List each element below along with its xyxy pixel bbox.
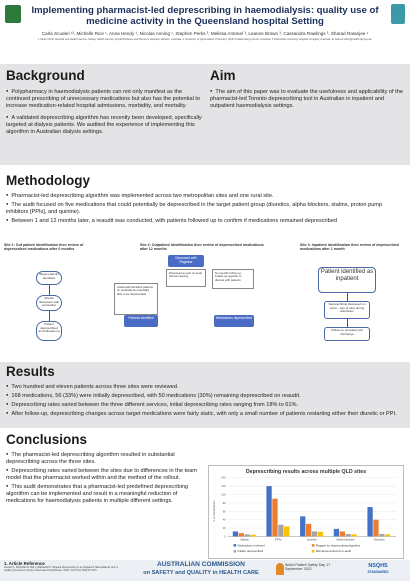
chart-bar [367, 507, 372, 536]
article-reference [4, 561, 122, 572]
site2-audit-box: Initial audit identified patients on medications potentially able to be deprescribed [114, 283, 158, 315]
chart-bar [340, 531, 345, 536]
chart-y-tick-label: 20 [222, 527, 226, 531]
chart-x-tick-label: Alpha blockers [336, 537, 355, 542]
chart-legend-label: Initially deprescribed [237, 549, 264, 554]
site1-node: Target patients identified [36, 271, 62, 285]
methodology-bullet: ● Pharmacist-led deprescribing algorithm was implemented across two metropolitan sites and one rural site. [6, 191, 404, 200]
patient-safety-icon [276, 563, 284, 575]
chart-bar [272, 499, 277, 537]
chart-x-tick-label: Quinine [306, 537, 317, 542]
chart-bar [351, 534, 356, 536]
aim-section [210, 68, 404, 110]
site1-title: Site 1: Out patient identification then review of deprescribed medications after 6 months [4, 243, 84, 252]
site2-followup-box: No specific follow-up; Follow-up registrar to discuss with patients [212, 269, 254, 289]
aim-heading: Aim [210, 68, 236, 83]
hospital-logo [5, 5, 21, 23]
world-patient-safety-day: World Patient Safety Day 17 September 2022 [285, 563, 331, 572]
acsqhc-logo [128, 561, 274, 577]
conclusions-bullet: ● Deprescribing rates varied between the sites due to differences in the team model that the pharmacist worked within and the method of the rollout. [6, 466, 202, 482]
chart-bar [318, 532, 323, 537]
flow-arrow [49, 285, 50, 295]
chart-x-tick-label: PPI's [274, 537, 282, 542]
chart-bar [233, 531, 238, 536]
chart-bar [266, 486, 271, 536]
chart-bar [300, 516, 305, 536]
flow-arrow [347, 319, 348, 327]
flow-arrow [347, 293, 348, 301]
chart-bar [250, 535, 255, 537]
chart-legend-swatch [312, 550, 315, 553]
chart-y-tick-label: 0 [224, 535, 226, 539]
acsqhc-line2: on SAFETY and QUALITY in HEALTH CARE [143, 570, 259, 576]
chart-bar [278, 525, 283, 537]
methodology-bullet: ● Between 1 and 12 months later, a reaudit was conducted, with patients followed up to confirm if medications remained deprescribed [6, 216, 404, 225]
chart-legend-label: Flagged for deprescribing algorithm [315, 543, 361, 548]
nsqhs-logo [350, 563, 406, 575]
chart-legend-swatch [234, 550, 237, 553]
site2-meeting-box: Discussed as part of usual clinical meeting [166, 269, 206, 287]
site2-title: Site 2: Outpatient identification then review of deprescribed medications after 12 months [140, 243, 264, 252]
poster-title: Implementing pharmacist-led deprescribing in haemodialysis: quality use of medicine activity in the Queensland hospital Setting [31, 5, 379, 27]
results-band [0, 362, 410, 428]
results-heading: Results [6, 364, 55, 379]
deprescribing-bar-chart [208, 465, 404, 559]
site3-node: Patient identified as inpatient [318, 267, 376, 293]
chart-bar [306, 524, 311, 537]
chart-y-axis-label: # of medications [211, 500, 216, 522]
reference-heading: 1. Article Reference [4, 561, 45, 566]
chart-bar [239, 533, 244, 536]
author-list: Carla Scuderi ¹², Michelle Rice ¹, Anna Hendy ¹, Nicolas Anning ¹, Stephen Perks ³, Melissa Antonel ³, Leanne Brown ³, Cassandra Rawlings ³, Sharad Ratanjee ¹ [41, 31, 369, 36]
health-service-logo [391, 4, 405, 24]
chart-y-tick-label: 40 [222, 518, 226, 522]
methodology-bullet: ● The audit focused on five medications that could potentially be deprescribed in the target patient group (diuretics, alpha blockers, statins, proton pump inhibitors [PPIs], and quinine). [6, 200, 404, 216]
methods-flow-diagram [0, 243, 410, 361]
background-heading: Background [6, 68, 85, 83]
chart-y-tick-label: 120 [221, 485, 226, 489]
aim-bullet: ● The aim of this paper was to evaluate the usefulness and applicability of the pharmacist-led Toronto deprescribing tool in Australian in inpatient and outpatient haemodialysis settings. [210, 87, 404, 110]
chart-bar [385, 534, 390, 536]
poster-header [0, 0, 410, 72]
conclusions-heading: Conclusions [6, 432, 88, 447]
chart-legend-swatch [234, 544, 237, 547]
poster-footer [0, 560, 410, 581]
results-bullet: ● Deprescribing rates varied between the three different services, initial deprescribing rates ranging from 18% to 61%. [6, 400, 404, 409]
site2-patients-identified: Patients identified [124, 315, 158, 327]
chart-y-tick-label: 80 [222, 501, 226, 505]
nsqhs-title: NSQHS [368, 563, 388, 569]
chart-y-tick-label: 140 [221, 476, 226, 480]
chart-bar [284, 526, 289, 536]
nsqhs-subtitle: STANDARDS [367, 570, 389, 574]
chart-legend-label: Still deprescribed at re-audit [315, 549, 352, 554]
chart-legend-swatch [312, 544, 315, 547]
chart-legend-label: Medications reviewed [237, 543, 265, 548]
chart-bar [346, 534, 351, 537]
site3-node: Follow up provided post discharge [324, 327, 370, 341]
chart-x-tick-label: Statins [240, 537, 249, 542]
conclusions-bullet: ● The pharmacist-led deprescribing algorithm resulted in substantial deprescribing across the three sites. [6, 450, 202, 466]
affiliations: 1 Metro North Hospital and Health Service, Kidney Health Service, Royal Brisbane and Women's Hospital, Herston, Australia. 2 University of Queensland, Pharmacy, WHO Collaborating Centre, Australia. 3 Townsville University Hospital, Douglas, Australia. E: carla.scuderi@health.qld.gov.au [38, 38, 372, 41]
site2-registrar-box: Discussed with Registrar [168, 255, 204, 267]
results-bullet: ● 168 medications, 56 (33%) were initially deprescribed, with 50 medications (30%) remaining deprescribed on reaudit. [6, 391, 404, 400]
site3-node: Deprescribing discussed on ward – part of care during admission [324, 301, 370, 319]
reference-text: Scuderi C, McQuillan R, Bell L, Battistella M. Targeted Deprescribing in an Outpatient Haemodialysis Unit: A Quality Improvement Study to Decrease Polypharmacy. AJKD. 2017 Nov;70(5):571-576. [4, 566, 118, 572]
chart-y-tick-label: 60 [222, 510, 226, 514]
chart-x-tick-label: Diuretics [373, 537, 385, 542]
chart-bar [312, 531, 317, 536]
chart-bar [379, 534, 384, 537]
site2-medications-deprescribed: Medications deprescribed [214, 315, 254, 327]
chart-title: Deprescribing results across multiple QLD sites [245, 468, 367, 475]
chart-y-tick-label: 100 [221, 493, 226, 497]
background-bullet: ● A validated deprescribing algorithm has recently been developed, specifically targeted at dialysis patients. We audited the experience of implementing this algorithm in Australian dialysis settings. [6, 113, 204, 136]
methodology-section [6, 173, 404, 225]
chart-bar [373, 520, 378, 537]
acsqhc-line1: AUSTRALIAN COMMISSION [157, 561, 245, 568]
chart-bar [334, 529, 339, 537]
results-bullet: ● After follow-up, deprescribing changes across target medications were fairly static, with only a small number of patients restarting either their diuretic or PPI. [6, 409, 404, 418]
background-aim-band [0, 64, 410, 165]
site1-node: Patient deprescribed and followed up [36, 321, 62, 341]
site3-title: Site 3: Inpatient identification then review of deprescribed medications after 1 month [300, 243, 399, 252]
flow-arrow [49, 311, 50, 321]
site1-node: Directs discussion with consultant [36, 295, 62, 311]
background-bullet: ● Polypharmacy in haemodialysis patients can not only manifest as the continued prescribing of unnecessary medications but also has the potential to increase medication-related hospital admissions, morbidity, and mortality. [6, 87, 204, 110]
chart-bar [245, 534, 250, 536]
results-section [6, 364, 404, 418]
methodology-heading: Methodology [6, 173, 90, 188]
conclusions-bullet: ● This audit demonstrates that a pharmacist-led predefined deprescribing algorithm can be implemented and result in a meaningful reduction of medications for haemodialysis patients in multiple different settings. [6, 482, 202, 505]
background-section [6, 68, 204, 136]
conclusions-section [6, 432, 202, 505]
results-bullet: ● Two hundred and eleven patients across three sites were reviewed. [6, 382, 404, 391]
